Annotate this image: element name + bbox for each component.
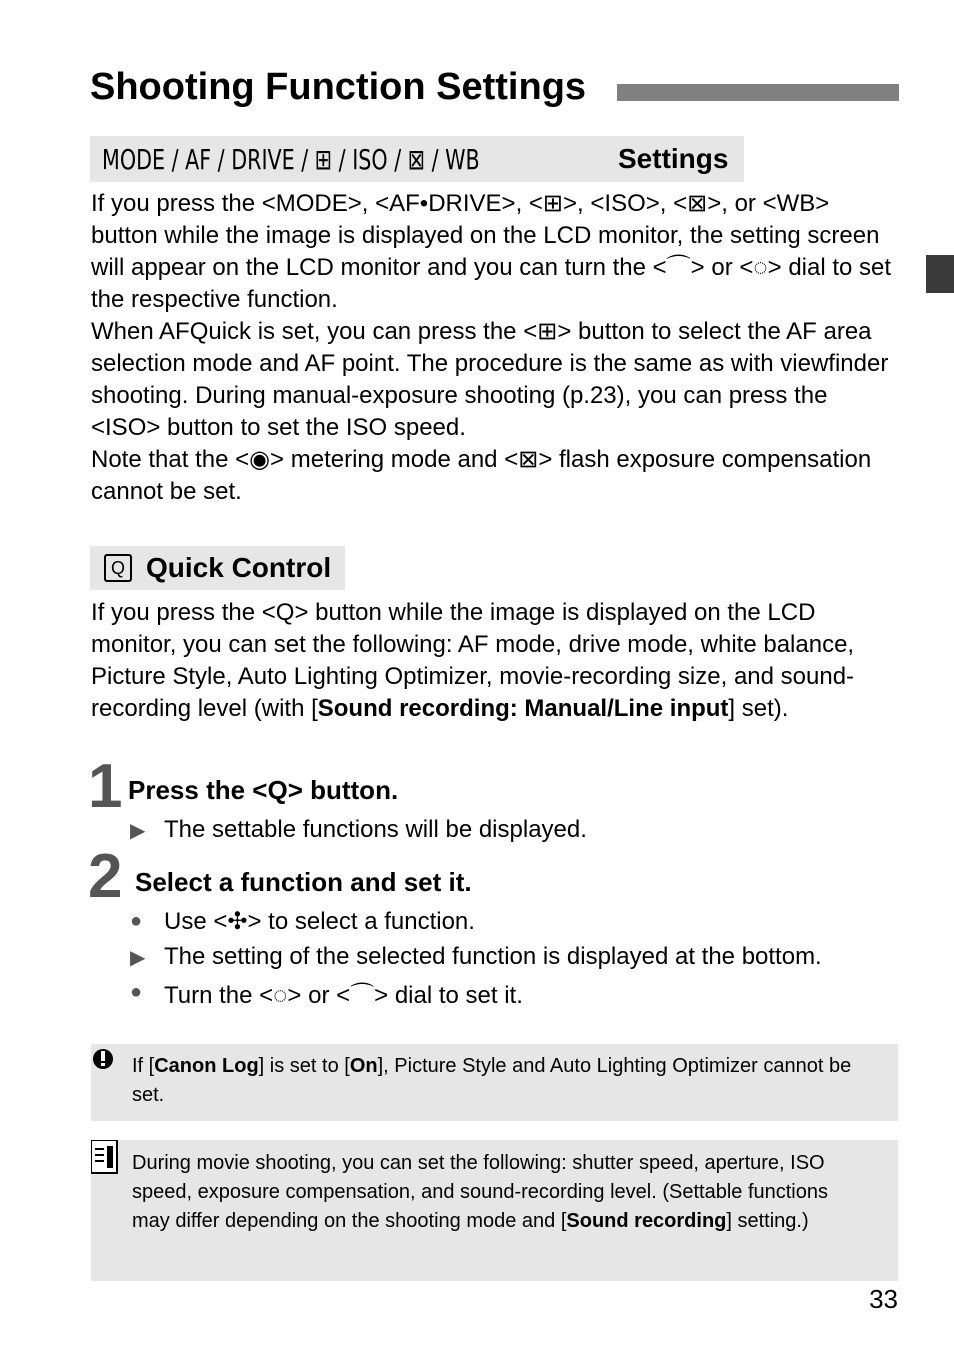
sound-recording-setting: Sound recording: Manual/Line input xyxy=(317,695,729,722)
page-number: 33 xyxy=(869,1284,898,1314)
chapter-tab xyxy=(926,255,954,293)
list-item: ▶ The setting of the selected function is displayed at the bottom. xyxy=(130,943,822,970)
button-icons-row: MODE / AF / DRIVE / ⊞ / ISO / ⊠ / WB xyxy=(102,142,480,176)
step-title-2: Select a function and set it. xyxy=(135,867,472,897)
settings-description xyxy=(91,188,901,508)
quick-control-title: Quick Control xyxy=(146,552,332,583)
list-item: ● Use <✣> to select a function. xyxy=(130,908,475,935)
settings-label: Settings xyxy=(618,143,729,174)
arrow-marker-icon: ▶ xyxy=(130,819,146,842)
settings-para-2: When AFQuick is set, you can press the <⊞> button to select the AF area selection mode and AF point. The procedure is the same as with viewfinder shooting. During manual-exposure shooting (p.23), you can press the <ISO> button to set the ISO speed. xyxy=(91,318,889,441)
dot-marker-icon: ● xyxy=(130,981,143,1003)
arrow-marker-icon: ▶ xyxy=(130,946,146,969)
step-title-1: Press the <Q> button. xyxy=(128,775,399,805)
quick-control-icon: Q xyxy=(104,554,132,582)
section-heading-settings xyxy=(90,136,744,182)
list-item: ● Turn the <◌> or <⌒> dial to set it. xyxy=(130,981,523,1009)
quick-control-description: If you press the <Q> button while the image is displayed on the LCD monitor, you can set the following: AF mode, drive mode, white balance, Picture Style, Auto Lighting Optimizer, movie-recording size, and sound-recording level (with [Sound recording: Manual/Line input] set). xyxy=(91,599,855,722)
title-rule xyxy=(617,84,899,101)
settings-para-3: Note that the <◉> metering mode and <⊠> flash exposure compensation cannot be set. xyxy=(91,446,872,505)
list-item: ▶ The settable functions will be displayed. xyxy=(130,816,587,843)
step-number-1: 1 xyxy=(88,752,123,821)
memo-note: During movie shooting, you can set the following: shutter speed, aperture, ISO speed, exposure compensation, and sound-recording level. (Settable functions may differ depending on the shooting mode and [Sound recording] setting.) xyxy=(91,1140,898,1281)
settings-para-1: If you press the <MODE>, <AF•DRIVE>, <⊞>, <ISO>, <⊠>, or <WB> button while the image is displayed on the LCD monitor, the setting screen will appear on the LCD monitor and you can turn the <⌒> or <◌> dial to set the respective function. xyxy=(91,190,892,313)
caution-icon xyxy=(91,1044,125,1078)
caution-note: If [Canon Log] is set to [On], Picture Style and Auto Lighting Optimizer cannot be set. xyxy=(91,1044,898,1121)
step-number-2: 2 xyxy=(88,842,123,911)
page-title: Shooting Function Settings xyxy=(90,66,587,108)
dot-marker-icon: ● xyxy=(130,910,143,932)
memo-icon xyxy=(91,1140,125,1180)
section-heading-quick-control xyxy=(90,546,345,590)
